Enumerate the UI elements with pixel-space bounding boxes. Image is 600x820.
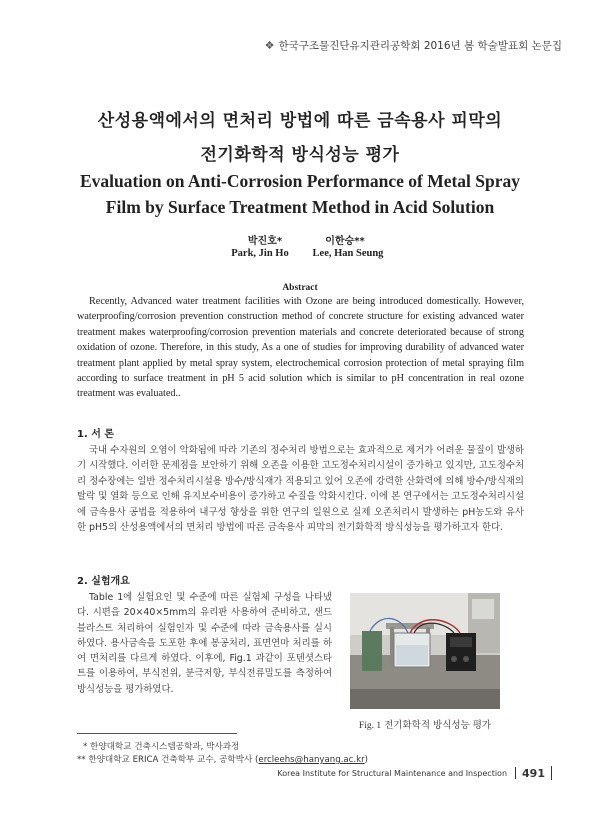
potentiostat-apparatus-image [350,593,500,709]
author-1-english: Park, Jin Ho [231,248,289,259]
footnote-2-close: ) [364,755,368,765]
section-1-heading: 1. 서 론 [77,429,115,440]
abstract-text: Recently, Advanced water treatment facilities with Ozone are being introduced domestically. However, waterproofing/corrosion prevention construction method of concrete structure for existing advanced water treatment makes waterproofing/corrosion prevention materials and concrete deteriorated because of strong oxidation of ozone. Therefore, in this study, As a one of studies for improving durability of advanced water treatment plant applied by metal spray system, electrochemical corrosion protection of metal spraying film according to surface treatment in pH 5 acid solution which is similar to pH concentration in real ozone treatment was evaluated.. [77,296,524,400]
footnote-2-text: ** 한양대학교 ERICA 건축학부 교수, 공학박사 ( [77,755,259,765]
footer-publisher: Korea Institute for Structural Maintenance and Inspection [277,768,508,778]
author-2-korean: 이한승** [325,236,365,247]
conference-header [265,38,562,53]
diamond-ornament-icon: ❖ [264,39,275,52]
page-footer [277,766,552,780]
footnote-1: * 한양대학교 건축시스템공학과, 박사과정 [83,742,240,752]
figure-1-caption-text: 전기화학적 방식성능 평가 [384,720,492,731]
author-email-link[interactable]: ercleehs@hanyang.ac.kr [258,755,365,765]
section-2-heading: 2. 실험개요 [77,576,130,587]
footer-separator [515,767,516,779]
footnote-divider [77,733,237,734]
footnote-2 [77,753,368,765]
korean-title [0,104,600,172]
english-title-line-1: Evaluation on Anti-Corrosion Performance of Metal Spray [79,171,521,191]
page-number: 491 [522,766,545,780]
experiment-setup-photo [350,593,500,709]
english-title [0,168,600,220]
author-2-english: Lee, Han Seung [312,248,384,259]
figure-1-label: Fig. 1 [358,721,382,731]
english-title-line-2: Film by Surface Treatment Method in Acid Solution [105,197,495,217]
section-1-text: 국내 수자원의 오염이 악화됨에 따라 기존의 정수처리 방법으로는 효과적으로 제거가 어려운 물질이 발생하기 시작했다. 이러한 문제점을 보안하기 위해 오존을 이용한 고도정수처리시설이 증가하고 있지만, 고도정수처리 정수장에는 일반 정수처리시설용 방수/방식재가 적용되고 있어 오존에 강력한 산화력에 의해 방수/방식재의 탈락 및 열화 등으로 인해 유지보수비용이 증가하고 수질을 악화시킨다. 이에 본 연구에서는 고도정수처리시설에 금속용사 공법을 적용하여 내구성 향상을 위한 연구의 일원으로 실제 오존처리시 발생하는 pH농도와 유사한 pH5의 산성용액에서의 면처리 방법에 따른 금속용사 피막의 전기화학적 방식성능을 평가하고자 한다. [77,445,524,534]
conference-name: 한국구조물진단유지관리공학회 2016년 봄 학술발표회 논문집 [278,40,562,52]
author-1-korean: 박진호* [247,236,283,247]
section-2-text: Table 1에 실험요인 및 수준에 따른 실험체 구성을 나타냈다. 시편을 20×40×5mm의 유리판 사용하여 준비하고, 샌드블라스트 처리하여 실험인자 및 수준에 따라 금속용사를 실시하였다. 용사금속을 도포한 후에 봉공처리, 표면연마 처리를 하여 면처리를 다르게 하였다. 이후에, Fig.1 과같이 포텐셧스타트를 이용하여, 부식전위, 분극저항, 부식전류밀도를 측정하여 방식성능을 평가하였다. [77,592,332,695]
footer-end-bar [551,766,552,780]
abstract-heading: Abstract [282,283,318,293]
korean-title-line-1: 산성용액에서의 면처리 방법에 따른 금속용사 피막의 [97,111,503,131]
figure-1-caption [345,717,505,731]
korean-title-line-2: 전기화학적 방식성능 평가 [200,145,400,165]
